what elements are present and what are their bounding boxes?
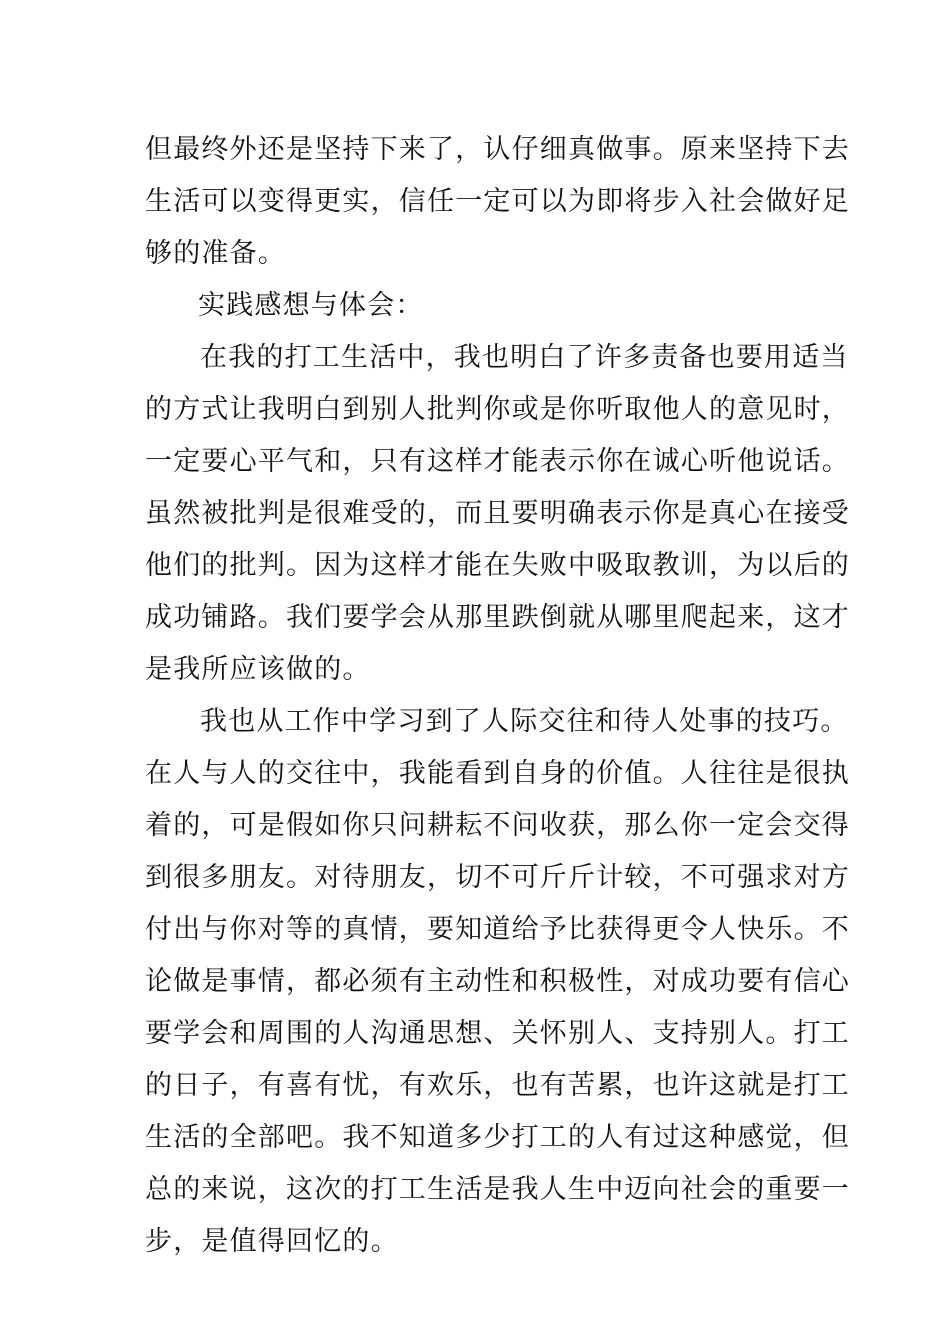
text-line: 付出与你对等的真情，要知道给予比获得更令人快乐。不 [145, 914, 850, 945]
text-line: 我也从工作中学习到了人际交往和待人处事的技巧。 [200, 706, 849, 737]
text-line: 生活可以变得更实，信任一定可以为即将步入社会做好足 [145, 186, 850, 217]
text-line: 是我所应该做的。 [145, 654, 371, 685]
text-line: 着的，可是假如你只问耕耘不问收获，那么你一定会交得 [145, 810, 850, 841]
section-heading: 实践感想与体会： [198, 290, 424, 321]
text-line: 够的准备。 [145, 238, 286, 269]
text-line: 在人与人的交往中，我能看到自身的价值。人往往是很执 [145, 758, 850, 789]
text-line: 论做是事情，都必须有主动性和积极性，对成功要有信心 [145, 966, 850, 997]
text-line: 虽然被批判是很难受的，而且要明确表示你是真心在接受 [145, 498, 850, 529]
text-line: 步，是值得回忆的。 [145, 1226, 399, 1257]
text-line: 要学会和周围的人沟通思想、关怀别人、支持别人。打工 [145, 1018, 850, 1049]
text-line: 总的来说，这次的打工生活是我人生中迈向社会的重要一 [145, 1174, 850, 1205]
text-line: 生活的全部吧。我不知道多少打工的人有过这种感觉，但 [145, 1122, 850, 1153]
text-line: 成功铺路。我们要学会从那里跌倒就从哪里爬起来，这才 [145, 602, 850, 633]
text-line: 到很多朋友。对待朋友，切不可斤斤计较，不可强求对方 [145, 862, 850, 893]
text-line: 但最终外还是坚持下来了，认仔细真做事。原来坚持下去 [145, 134, 850, 165]
text-line: 的方式让我明白到别人批判你或是你听取他人的意见时， [145, 394, 850, 425]
text-line: 一定要心平气和，只有这样才能表示你在诚心听他说话。 [145, 446, 850, 477]
text-line: 他们的批判。因为这样才能在失败中吸取教训，为以后的 [145, 550, 850, 581]
text-line: 在我的打工生活中，我也明白了许多责备也要用适当 [200, 342, 849, 373]
text-line: 的日子，有喜有忧，有欢乐，也有苦累，也许这就是打工 [145, 1070, 850, 1101]
